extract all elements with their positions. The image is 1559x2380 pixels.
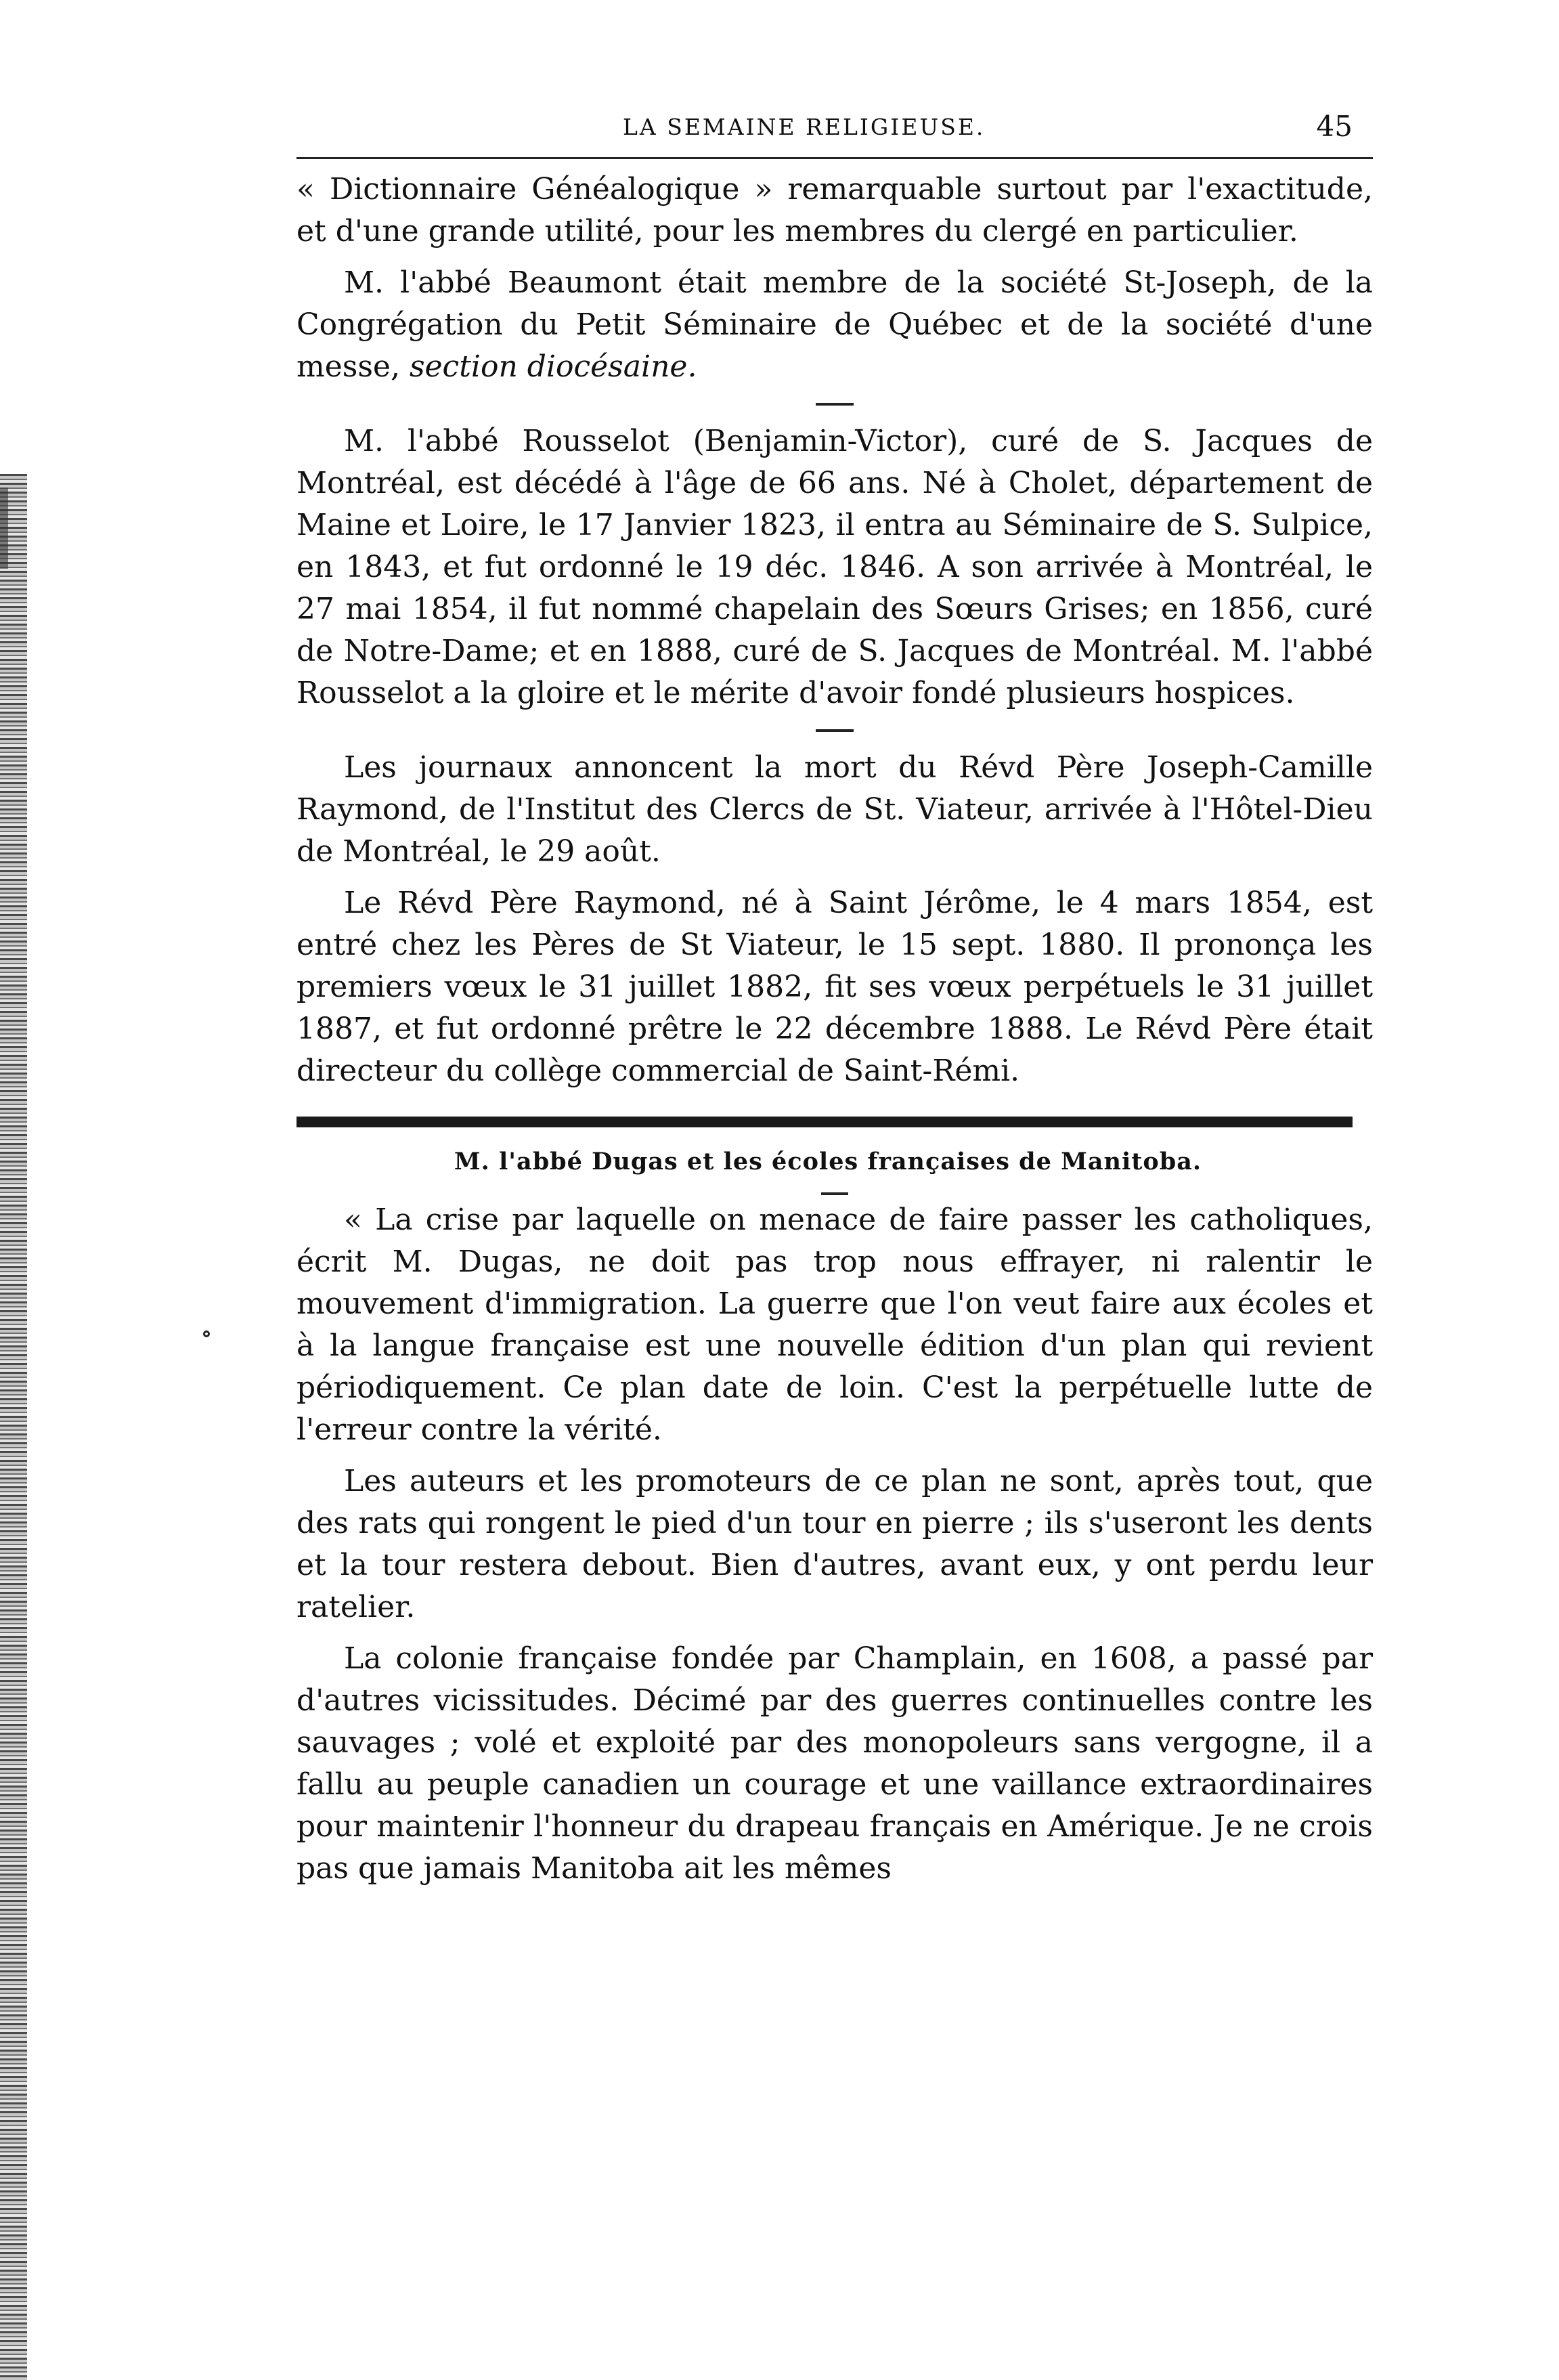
section-heading: M. l'abbé Dugas et les écoles françaises de Manitoba. [454,1148,1202,1175]
paragraph-beaumont [297,262,1373,388]
separator-dash [816,403,854,406]
paragraph-raymond-death: Les journaux annoncent la mort du Révd Père Joseph-Camille Raymond, de l'Institut des Clercs de St. Viateur, arrivée à l'Hôtel-Dieu de Montréal, le 29 août. [297,750,1373,869]
paragraph-gap [297,873,1373,882]
header-rule [297,157,1373,159]
paragraph-dugas-quote: « La crise par laquelle on menace de faire passer les catholiques, écrit M. Dugas, ne doit pas trop nous effrayer, ni ralentir le mouvement d'immigration. La guerre que l'on veut faire aux écoles et à la langue française est une nouvelle édition d'un plan qui revient périodiquement. Ce plan date de loin. C'est la perpétuelle lutte de l'erreur contre la vérité. [297,1203,1373,1447]
paragraph-beaumont-text: M. l'abbé Beaumont était membre de la société St-Joseph, de la Congrégation du Petit Séminaire de Québec et de la société d'une messe, [297,265,1373,384]
scan-speck [203,1330,210,1337]
page-content [297,108,1373,1890]
paragraph-gap [297,1451,1373,1461]
binding-edge-scan-artifact [0,474,27,2380]
paragraph-champlain: La colonie française fondée par Champlain, en 1608, a passé par d'autres vicissitudes. Décimé par des guerres continuelles contre les sauvages ; volé et exploité par des monopoleurs sans vergogne, il a fallu au peuple canadien un courage et une vaillance extraordinaires pour maintenir l'honneur du drapeau français en Amérique. Je ne crois pas que jamais Manitoba ait les mêmes [297,1641,1373,1886]
separator-dash [816,729,854,732]
paragraph-rats: Les auteurs et les promoteurs de ce plan ne sont, après tout, que des rats qui rongent le pied d'un tour en pierre ; ils s'useront les dents et la tour restera debout. Bien d'autres, avant eux, y ont perdu leur ratelier. [297,1464,1373,1624]
paragraph-gap [297,253,1373,262]
body-text [297,169,1373,1890]
paragraph-dictionnaire: « Dictionnaire Généalogique » remarquable surtout par l'exactitude, et d'une grande utilité, pour les membres du clergé en particulier. [297,172,1373,248]
paragraph-rousselot: M. l'abbé Rousselot (Benjamin-Victor), curé de S. Jacques de Montréal, est décédé à l'âge de 66 ans. Né à Cholet, département de Maine et Loire, le 17 Janvier 1823, il entra au Séminaire de S. Sulpice, en 1843, et fut ordonné le 19 déc. 1846. A son arrivée à Montréal, le 27 mai 1854, il fut nommé chapelain des Sœurs Grises; en 1856, curé de Notre-Dame; et en 1888, curé de S. Jacques de Montréal. M. l'abbé Rousselot a la gloire et le mérite d'avoir fondé plusieurs hospices. [297,424,1373,710]
paragraph-raymond-bio: Le Révd Père Raymond, né à Saint Jérôme, le 4 mars 1854, est entré chez les Pères de St Viateur, le 15 sept. 1880. Il prononça les premiers vœux le 31 juillet 1882, fit ses vœux perpétuels le 31 juillet 1887, et fut ordonné prêtre le 22 décembre 1888. Le Révd Père était directeur du collège commercial de Saint-Rémi. [297,886,1373,1088]
page-number: 45 [1316,110,1353,143]
section-dash [821,1192,848,1195]
running-title: LA SEMAINE RELIGIEUSE. [623,114,986,140]
paragraph-gap [297,1628,1373,1638]
running-head [297,108,1373,149]
binding-edge-dark-mark [0,488,8,569]
section-rule [297,1117,1353,1127]
paragraph-beaumont-italic: section diocésaine. [409,349,697,384]
